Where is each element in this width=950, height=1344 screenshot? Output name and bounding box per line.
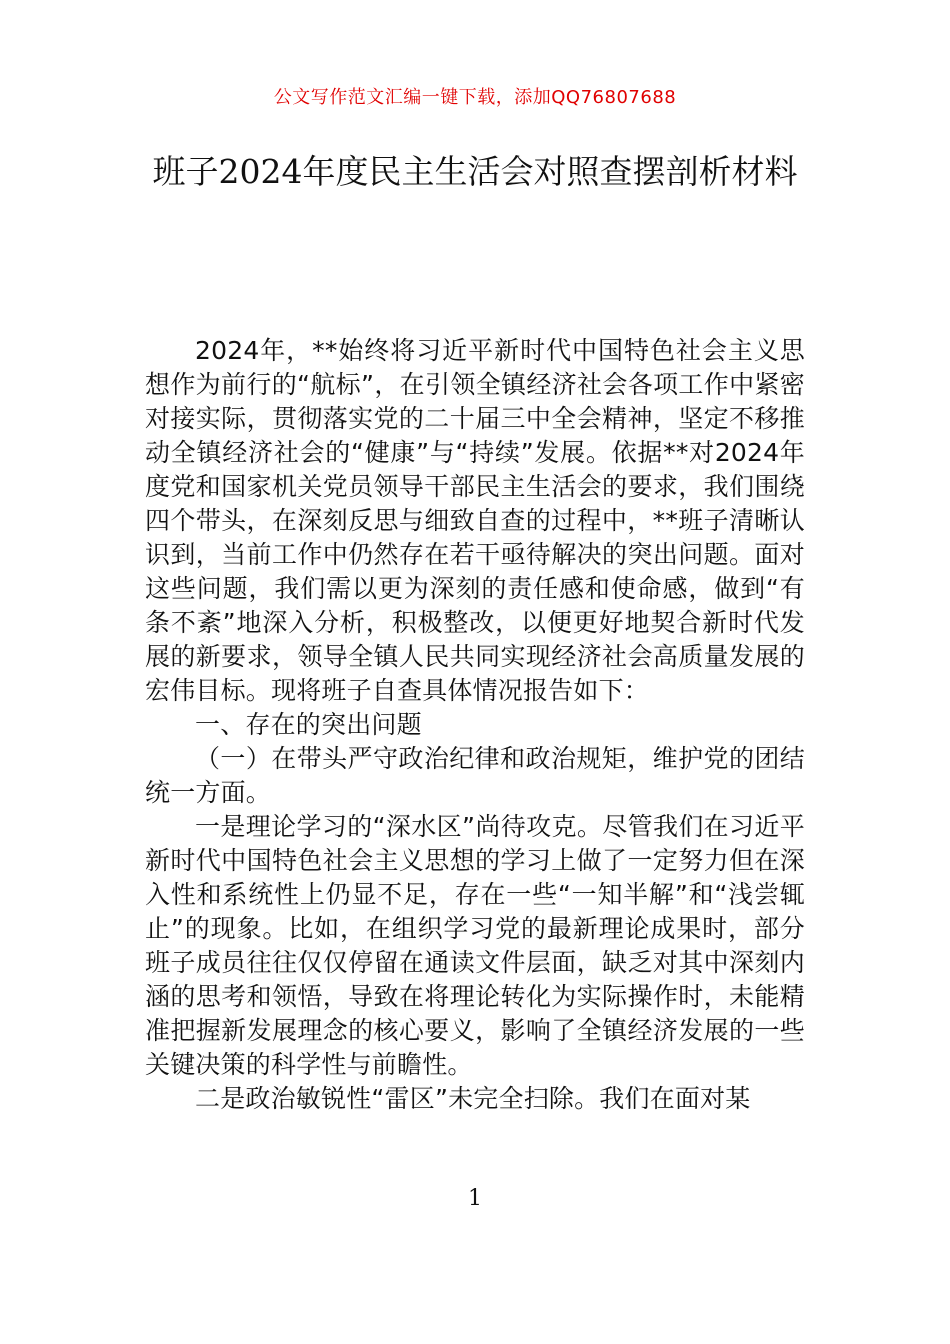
intro-paragraph: 2024年，**始终将习近平新时代中国特色社会主义思想作为前行的“航标”，在引领全镇经济社会各项工作中紧密对接实际，贯彻落实党的二十届三中全会精神，坚定不移推动全镇经济社会的“健康”与“持续”发展。依据**对2024年度党和国家机关党员领导干部民主生活会的要求，我们围绕四个带头，在深刻反思与细致自查的过程中，**班子清晰认识到，当前工作中仍然存在若干亟待解决的突出问题。面对这些问题，我们需以更为深刻的责任感和使命感，做到“有条不紊”地深入分析，积极整改，以便更好地契合新时代发展的新要求，领导全镇人民共同实现经济社会高质量发展的宏伟目标。现将班子自查具体情况报告如下： <box>145 336 805 705</box>
body-paragraph: 二是政治敏锐性“雷区”未完全扫除。我们在面对某 <box>195 1084 751 1113</box>
document-body <box>145 334 805 1116</box>
promo-header[interactable]: 公文写作范文汇编一键下载，添加QQ76807688 <box>273 87 677 108</box>
page-number: 1 <box>468 1186 482 1211</box>
section-heading: 一、存在的突出问题 <box>195 710 422 739</box>
document-title: 班子2024年度民主生活会对照查摆剖析材料 <box>152 152 798 191</box>
body-paragraph: 一是理论学习的“深水区”尚待攻克。尽管我们在习近平新时代中国特色社会主义思想的学习上做了一定努力但在深入性和系统性上仍显不足，存在一些“一知半解”和“浅尝辄止”的现象。比如，在组织学习党的最新理论成果时，部分班子成员往往仅仅停留在通读文件层面，缺乏对其中深刻内涵的思考和领悟，导致在将理论转化为实际操作时，未能精准把握新发展理念的核心要义，影响了全镇经济发展的一些关键决策的科学性与前瞻性。 <box>145 812 805 1079</box>
subsection-heading: （一）在带头严守政治纪律和政治规矩，维护党的团结统一方面。 <box>145 744 805 807</box>
